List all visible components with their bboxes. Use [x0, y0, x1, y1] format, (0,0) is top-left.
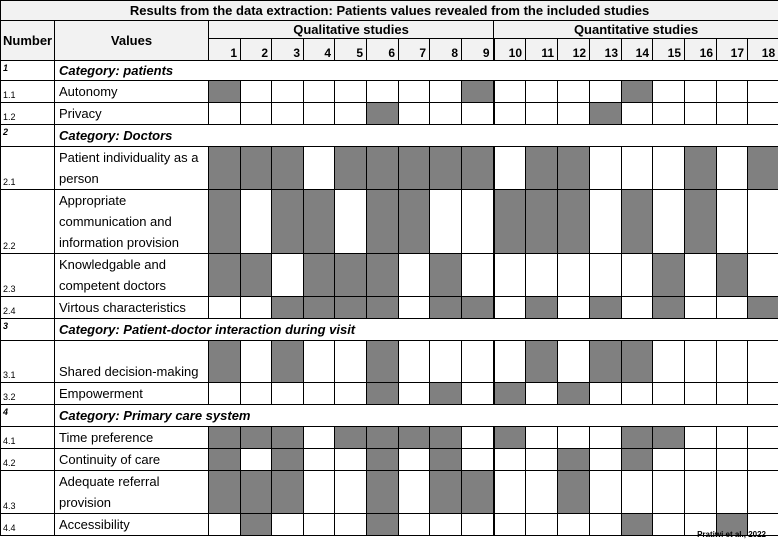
study-number-header: 13 — [590, 39, 622, 61]
study-cell-filled — [685, 147, 717, 190]
study-cell-filled — [430, 147, 462, 190]
study-cell-empty — [494, 297, 526, 319]
study-number-header: 15 — [653, 39, 685, 61]
study-cell-filled — [209, 81, 241, 103]
study-cell-empty — [430, 103, 462, 125]
study-cell-empty — [748, 383, 778, 405]
study-cell-filled — [272, 190, 304, 254]
study-cell-filled — [209, 449, 241, 471]
study-number-header: 18 — [748, 39, 778, 61]
category-number: 2 — [1, 125, 55, 147]
value-label: Virtous characteristics — [55, 297, 209, 319]
study-cell-empty — [367, 81, 399, 103]
study-cell-filled — [558, 471, 590, 514]
study-cell-empty — [241, 449, 272, 471]
study-cell-empty — [558, 254, 590, 297]
value-number: 4.1 — [1, 427, 55, 449]
study-cell-filled — [209, 341, 241, 383]
study-cell-empty — [304, 383, 335, 405]
study-cell-empty — [685, 103, 717, 125]
study-cell-empty — [590, 81, 622, 103]
category-row — [1, 405, 778, 427]
value-row — [1, 341, 778, 383]
category-row — [1, 125, 778, 147]
study-cell-filled — [209, 147, 241, 190]
study-cell-empty — [399, 341, 430, 383]
study-cell-empty — [241, 297, 272, 319]
category-number: 1 — [1, 61, 55, 81]
study-cell-empty — [685, 383, 717, 405]
study-cell-empty — [653, 449, 685, 471]
category-number: 3 — [1, 319, 55, 341]
study-cell-filled — [367, 471, 399, 514]
value-label: Adequate referral provision — [55, 471, 209, 514]
study-cell-empty — [526, 471, 558, 514]
study-cell-empty — [335, 103, 367, 125]
value-number: 2.2 — [1, 190, 55, 254]
study-cell-empty — [209, 383, 241, 405]
quantitative-header: Quantitative studies — [494, 21, 778, 39]
category-number: 4 — [1, 405, 55, 427]
study-cell-empty — [335, 514, 367, 536]
study-number-header: 2 — [241, 39, 272, 61]
qualitative-header: Qualitative studies — [209, 21, 494, 39]
study-number-header: 11 — [526, 39, 558, 61]
study-cell-empty — [653, 103, 685, 125]
category-row — [1, 319, 778, 341]
study-cell-empty — [558, 341, 590, 383]
value-number: 3.2 — [1, 383, 55, 405]
study-number-header: 9 — [462, 39, 494, 61]
study-cell-filled — [622, 341, 653, 383]
value-row — [1, 471, 778, 514]
study-cell-empty — [748, 103, 778, 125]
study-cell-filled — [526, 297, 558, 319]
study-cell-empty — [526, 254, 558, 297]
value-row — [1, 297, 778, 319]
value-label: Shared decision-making — [55, 341, 209, 383]
study-cell-filled — [335, 254, 367, 297]
study-cell-empty — [748, 254, 778, 297]
study-cell-filled — [367, 254, 399, 297]
study-cell-filled — [367, 190, 399, 254]
study-cell-empty — [653, 147, 685, 190]
values-header: Values — [55, 21, 209, 61]
study-cell-filled — [241, 471, 272, 514]
study-cell-empty — [526, 514, 558, 536]
citation-credit: Pratiwi et al., 2022 — [697, 530, 766, 539]
study-cell-empty — [717, 341, 748, 383]
category-label: Category: patients — [55, 61, 778, 81]
study-cell-empty — [622, 103, 653, 125]
study-cell-empty — [526, 103, 558, 125]
category-label: Category: Patient-doctor interaction during visit — [55, 319, 778, 341]
study-cell-empty — [494, 449, 526, 471]
study-cell-empty — [494, 254, 526, 297]
study-number-header: 1 — [209, 39, 241, 61]
study-cell-filled — [494, 383, 526, 405]
study-cell-empty — [685, 449, 717, 471]
value-label: Autonomy — [55, 81, 209, 103]
study-cell-empty — [653, 383, 685, 405]
study-cell-filled — [272, 341, 304, 383]
study-cell-empty — [590, 254, 622, 297]
study-cell-filled — [430, 471, 462, 514]
study-cell-filled — [558, 383, 590, 405]
study-cell-empty — [748, 471, 778, 514]
study-cell-empty — [272, 81, 304, 103]
study-cell-empty — [304, 147, 335, 190]
study-cell-empty — [685, 341, 717, 383]
study-cell-filled — [209, 471, 241, 514]
value-number: 1.2 — [1, 103, 55, 125]
study-cell-empty — [304, 81, 335, 103]
study-cell-filled — [367, 383, 399, 405]
study-cell-empty — [494, 471, 526, 514]
category-label: Category: Primary care system — [55, 405, 778, 427]
study-cell-filled — [622, 81, 653, 103]
study-number-header: 4 — [304, 39, 335, 61]
study-cell-empty — [494, 514, 526, 536]
study-cell-empty — [653, 471, 685, 514]
study-cell-filled — [399, 190, 430, 254]
study-cell-empty — [494, 341, 526, 383]
study-cell-filled — [367, 103, 399, 125]
study-cell-empty — [430, 341, 462, 383]
study-cell-empty — [209, 297, 241, 319]
study-cell-empty — [685, 297, 717, 319]
study-number-header: 8 — [430, 39, 462, 61]
study-cell-filled — [717, 254, 748, 297]
value-label: Continuity of care — [55, 449, 209, 471]
study-cell-empty — [399, 81, 430, 103]
study-cell-empty — [304, 514, 335, 536]
study-cell-filled — [558, 147, 590, 190]
study-cell-empty — [272, 514, 304, 536]
study-cell-empty — [526, 449, 558, 471]
study-cell-empty — [494, 81, 526, 103]
study-cell-empty — [685, 81, 717, 103]
study-cell-filled — [335, 147, 367, 190]
study-cell-empty — [462, 449, 494, 471]
study-number-header: 3 — [272, 39, 304, 61]
value-label: Knowledgable and competent doctors — [55, 254, 209, 297]
value-row — [1, 449, 778, 471]
study-number-header: 14 — [622, 39, 653, 61]
value-label: Empowerment — [55, 383, 209, 405]
study-cell-filled — [209, 190, 241, 254]
study-cell-filled — [304, 297, 335, 319]
value-row — [1, 103, 778, 125]
study-cell-filled — [304, 190, 335, 254]
study-cell-empty — [462, 341, 494, 383]
study-number-header: 17 — [717, 39, 748, 61]
value-number: 4.4 — [1, 514, 55, 536]
study-cell-empty — [558, 81, 590, 103]
study-cell-filled — [430, 449, 462, 471]
study-number-header: 10 — [494, 39, 526, 61]
study-cell-filled — [462, 81, 494, 103]
study-cell-empty — [399, 471, 430, 514]
study-cell-empty — [399, 297, 430, 319]
study-cell-filled — [209, 427, 241, 449]
study-cell-filled — [590, 341, 622, 383]
study-cell-filled — [272, 147, 304, 190]
study-cell-filled — [367, 147, 399, 190]
study-cell-empty — [526, 383, 558, 405]
study-cell-empty — [462, 427, 494, 449]
study-cell-empty — [430, 81, 462, 103]
study-cell-empty — [304, 341, 335, 383]
study-cell-empty — [717, 427, 748, 449]
category-row — [1, 61, 778, 81]
study-cell-filled — [367, 514, 399, 536]
study-number-header: 16 — [685, 39, 717, 61]
value-number: 2.4 — [1, 297, 55, 319]
study-cell-empty — [526, 81, 558, 103]
study-cell-empty — [622, 297, 653, 319]
value-label: Accessibility — [55, 514, 209, 536]
study-cell-empty — [685, 471, 717, 514]
study-cell-filled — [462, 147, 494, 190]
study-cell-empty — [462, 514, 494, 536]
study-cell-empty — [590, 190, 622, 254]
study-cell-filled — [241, 514, 272, 536]
study-cell-empty — [399, 514, 430, 536]
study-cell-filled — [304, 254, 335, 297]
study-cell-empty — [335, 341, 367, 383]
study-cell-filled — [526, 341, 558, 383]
study-cell-empty — [462, 103, 494, 125]
study-cell-empty — [717, 383, 748, 405]
study-cell-empty — [558, 103, 590, 125]
value-row — [1, 81, 778, 103]
study-cell-empty — [272, 103, 304, 125]
study-cell-empty — [685, 427, 717, 449]
study-cell-empty — [241, 341, 272, 383]
study-cell-empty — [399, 103, 430, 125]
value-row — [1, 147, 778, 190]
study-cell-filled — [272, 427, 304, 449]
value-number: 4.2 — [1, 449, 55, 471]
study-cell-empty — [653, 341, 685, 383]
value-row — [1, 190, 778, 254]
study-cell-empty — [558, 297, 590, 319]
study-number-header: 5 — [335, 39, 367, 61]
study-cell-filled — [653, 254, 685, 297]
study-cell-empty — [717, 103, 748, 125]
study-cell-empty — [430, 190, 462, 254]
study-cell-filled — [685, 190, 717, 254]
value-row — [1, 254, 778, 297]
study-number-header: 6 — [367, 39, 399, 61]
study-cell-filled — [494, 190, 526, 254]
study-cell-filled — [241, 147, 272, 190]
study-cell-empty — [622, 471, 653, 514]
study-cell-filled — [590, 297, 622, 319]
study-cell-filled — [399, 147, 430, 190]
study-cell-empty — [748, 190, 778, 254]
study-cell-filled — [241, 427, 272, 449]
study-cell-empty — [748, 427, 778, 449]
study-cell-filled — [335, 297, 367, 319]
study-cell-empty — [430, 514, 462, 536]
study-number-header: 7 — [399, 39, 430, 61]
study-cell-empty — [717, 190, 748, 254]
study-cell-empty — [209, 514, 241, 536]
study-cell-filled — [272, 471, 304, 514]
study-cell-empty — [685, 254, 717, 297]
category-label: Category: Doctors — [55, 125, 778, 147]
study-cell-empty — [558, 427, 590, 449]
value-label: Patient individuality as a person — [55, 147, 209, 190]
study-cell-empty — [653, 81, 685, 103]
value-label: Privacy — [55, 103, 209, 125]
study-cell-filled — [430, 383, 462, 405]
study-number-header: 12 — [558, 39, 590, 61]
study-cell-filled — [399, 427, 430, 449]
study-cell-empty — [590, 427, 622, 449]
value-number: 2.1 — [1, 147, 55, 190]
study-cell-empty — [335, 471, 367, 514]
study-cell-empty — [717, 471, 748, 514]
study-cell-empty — [622, 383, 653, 405]
study-cell-empty — [622, 147, 653, 190]
study-cell-empty — [399, 383, 430, 405]
table-title: Results from the data extraction: Patients values revealed from the included studies — [1, 1, 778, 21]
study-cell-filled — [653, 427, 685, 449]
study-cell-filled — [367, 449, 399, 471]
study-cell-filled — [430, 297, 462, 319]
study-cell-empty — [272, 383, 304, 405]
study-cell-filled — [241, 254, 272, 297]
value-label: Appropriate communication and information provision — [55, 190, 209, 254]
study-cell-empty — [335, 81, 367, 103]
study-cell-empty — [590, 471, 622, 514]
study-cell-empty — [653, 514, 685, 536]
study-cell-filled — [272, 297, 304, 319]
study-cell-filled — [622, 449, 653, 471]
study-cell-filled — [558, 449, 590, 471]
study-cell-filled — [367, 297, 399, 319]
study-cell-empty — [399, 254, 430, 297]
study-cell-filled — [653, 297, 685, 319]
study-cell-filled — [462, 471, 494, 514]
study-cell-empty — [241, 81, 272, 103]
study-cell-empty — [304, 449, 335, 471]
number-header: Number — [1, 21, 55, 61]
study-cell-filled — [558, 190, 590, 254]
study-cell-empty — [399, 449, 430, 471]
value-row — [1, 383, 778, 405]
study-cell-empty — [209, 103, 241, 125]
study-cell-empty — [241, 190, 272, 254]
study-cell-empty — [304, 471, 335, 514]
value-number: 2.3 — [1, 254, 55, 297]
study-cell-empty — [653, 190, 685, 254]
study-cell-empty — [717, 297, 748, 319]
study-cell-filled — [430, 427, 462, 449]
study-cell-filled — [272, 449, 304, 471]
study-cell-empty — [622, 254, 653, 297]
study-cell-filled — [748, 147, 778, 190]
study-cell-empty — [748, 81, 778, 103]
study-cell-empty — [748, 449, 778, 471]
study-cell-filled — [367, 427, 399, 449]
study-cell-empty — [335, 449, 367, 471]
study-cell-filled — [209, 254, 241, 297]
value-label: Time preference — [55, 427, 209, 449]
study-cell-filled — [622, 427, 653, 449]
study-cell-empty — [462, 254, 494, 297]
value-number: 4.3 — [1, 471, 55, 514]
study-cell-empty — [717, 449, 748, 471]
value-number: 1.1 — [1, 81, 55, 103]
study-cell-filled — [622, 514, 653, 536]
study-cell-empty — [558, 514, 590, 536]
study-cell-empty — [590, 383, 622, 405]
study-cell-empty — [590, 147, 622, 190]
study-cell-empty — [526, 427, 558, 449]
study-cell-filled — [430, 254, 462, 297]
study-cell-empty — [462, 383, 494, 405]
value-number: 3.1 — [1, 341, 55, 383]
study-cell-empty — [304, 427, 335, 449]
study-cell-filled — [748, 297, 778, 319]
study-cell-filled — [494, 427, 526, 449]
value-row — [1, 427, 778, 449]
study-cell-filled — [367, 341, 399, 383]
study-cell-empty — [717, 81, 748, 103]
study-cell-filled — [526, 190, 558, 254]
study-cell-empty — [590, 449, 622, 471]
study-cell-filled — [335, 427, 367, 449]
study-cell-empty — [272, 254, 304, 297]
study-cell-filled — [462, 297, 494, 319]
study-cell-empty — [590, 514, 622, 536]
study-cell-empty — [717, 147, 748, 190]
study-cell-empty — [462, 190, 494, 254]
study-cell-filled — [590, 103, 622, 125]
study-cell-filled — [526, 147, 558, 190]
value-row — [1, 514, 778, 536]
study-cell-empty — [304, 103, 335, 125]
study-cell-empty — [335, 190, 367, 254]
study-cell-empty — [494, 147, 526, 190]
study-cell-empty — [241, 383, 272, 405]
study-cell-empty — [241, 103, 272, 125]
study-cell-empty — [335, 383, 367, 405]
study-cell-empty — [748, 341, 778, 383]
study-cell-filled — [622, 190, 653, 254]
study-cell-empty — [494, 103, 526, 125]
